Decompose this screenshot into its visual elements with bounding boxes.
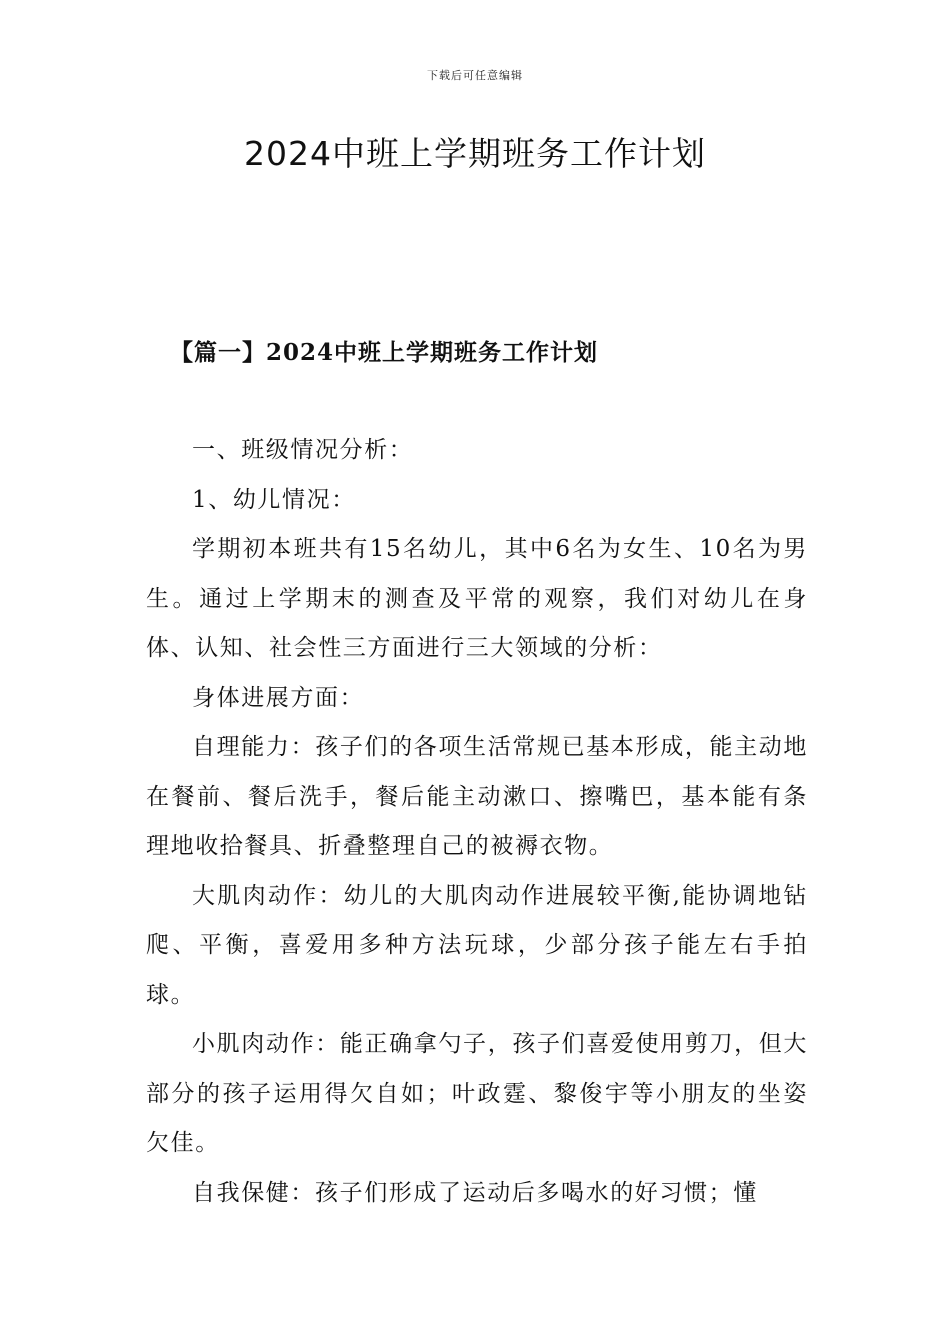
paragraph-class-analysis-heading: 一、班级情况分析： xyxy=(192,437,414,463)
paragraph-self-health: 自我保健：孩子们形成了运动后多喝水的好习惯；懂 xyxy=(192,1179,758,1206)
paragraph-fine-motor: 小肌肉动作：能正确拿勺子，孩子们喜爱使用剪刀，但大部分的孩子运用得欠自如；叶政霆、黎俊宇等小朋友的坐姿欠佳。 xyxy=(146,1031,808,1156)
section-heading: 【篇一】2024中班上学期班务工作计划 xyxy=(170,339,599,366)
document-body xyxy=(146,426,808,1218)
paragraph-physical-heading: 身体进展方面： xyxy=(192,684,365,711)
paragraph-gross-motor: 大肌肉动作：幼儿的大肌肉动作进展较平衡,能协调地钻爬、平衡，喜爱用多种方法玩球，少部分孩子能左右手拍球。 xyxy=(146,882,808,1008)
header-note: 下载后可任意编辑 xyxy=(427,69,523,82)
paragraph-class-overview: 学期初本班共有15名幼儿，其中6名为女生、10名为男生。通过上学期末的测查及平常的观察，我们对幼儿在身体、认知、社会性三方面进行三大领域的分析： xyxy=(146,536,808,661)
document-title: 2024中班上学期班务工作计划 xyxy=(244,134,706,173)
paragraph-self-care: 自理能力：孩子们的各项生活常规已基本形成，能主动地在餐前、餐后洗手，餐后能主动漱口、擦嘴巴，基本能有条理地收拾餐具、折叠整理自己的被褥衣物。 xyxy=(146,734,808,859)
paragraph-children-heading: 1、幼儿情况： xyxy=(192,486,356,513)
